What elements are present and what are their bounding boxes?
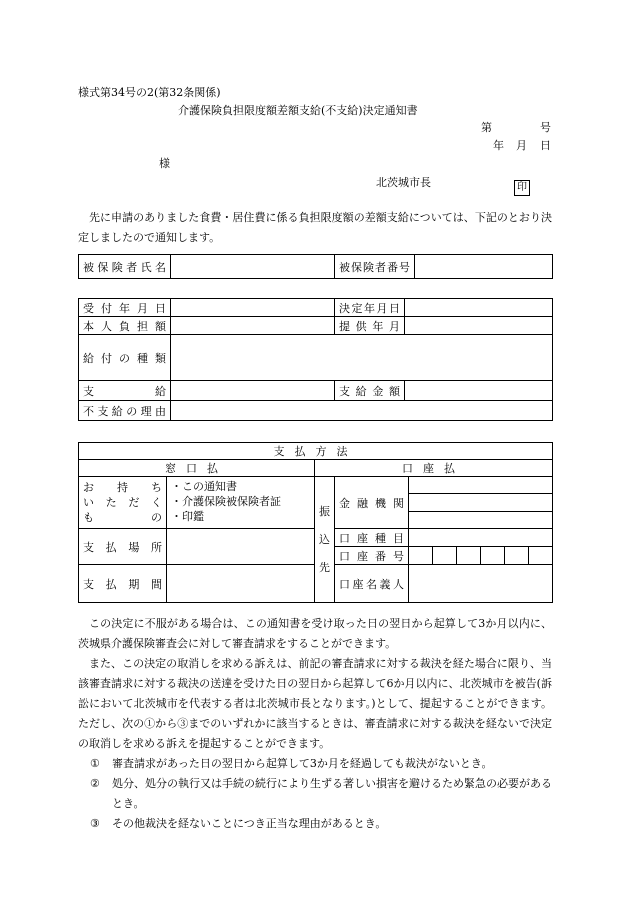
document-title: 介護保険負担限度額差額支給(不支給)決定通知書: [178, 104, 418, 117]
date-month: 月: [516, 139, 527, 152]
note-item-3: その他裁決を経ないことにつき正当な理由があるとき。: [112, 817, 387, 830]
counter-payment-header: 窓口払: [79, 460, 315, 477]
payment-method-title: 支払方法: [79, 443, 553, 460]
note-item-2: 処分、処分の執行又は手続の続行により生ずる著しい損害を避けるため緊急の必要があるとき。: [112, 777, 552, 810]
payment-label: 支給: [79, 381, 171, 401]
insured-name-value: [171, 255, 335, 279]
item-notice: ・この通知書: [171, 480, 237, 493]
insured-name-label: 被保険者氏名: [79, 255, 171, 279]
provided-ym-label: 提供年月: [335, 317, 405, 335]
form-number: 様式第34号の2(第32条関係): [78, 86, 221, 99]
note-objection: この決定に不服がある場合は、この通知書を受け取った日の翌日から起算して3か月以内に、茨城県介護保険審査会に対して審査請求をすることができます。: [78, 617, 552, 650]
date-year: 年: [493, 139, 504, 152]
payment-method-table: [78, 442, 553, 603]
rejection-reason-label: 不支給の理由: [79, 401, 171, 421]
insured-number-label: 被保険者番号: [335, 255, 415, 279]
decision-table: [78, 298, 553, 421]
intro-text: 先に申請のありました食費・居住費に係る負担限度額の差額支給については、下記のとおり決定しましたので通知します。: [78, 211, 552, 244]
benefit-type-label: 給付の種類: [79, 335, 171, 381]
payment-amount-label: 支給金額: [335, 381, 405, 401]
seal-mark: [514, 175, 530, 196]
note-item-3-mark: ③: [90, 817, 100, 830]
seal-icon: 印: [514, 180, 530, 196]
transfer-destination-label: 振 込 先: [315, 477, 335, 603]
account-number-label: 口座番号: [335, 547, 409, 565]
account-holder-label: 口座名義人: [335, 565, 409, 603]
note-item-1-mark: ①: [90, 757, 100, 770]
item-seal: ・印鑑: [171, 510, 204, 523]
insured-table: [78, 254, 553, 279]
note-item-1: 審査請求があった日の翌日から起算して3か月を経過しても裁決がないとき。: [112, 757, 493, 770]
number-go: 号: [540, 121, 551, 134]
note-item-2-mark: ②: [90, 777, 100, 790]
item-insurance-card: ・介護保険被保険者証: [171, 495, 281, 508]
date-day: 日: [540, 139, 551, 152]
self-pay-label: 本人負担額: [79, 317, 171, 335]
received-date-label: 受付年月日: [79, 299, 171, 317]
decided-date-label: 決定年月日: [335, 299, 405, 317]
account-payment-header: 口座払: [315, 460, 553, 477]
insured-number-value: [415, 255, 553, 279]
payment-place-label: 支払場所: [79, 529, 167, 565]
payment-period-label: 支払期間: [79, 565, 167, 603]
account-type-label: 口座種目: [335, 529, 409, 547]
items-to-bring-label: お持ち いただく もの: [79, 477, 167, 529]
issuer-name: 北茨城市長: [376, 176, 431, 189]
items-to-bring-list: [167, 477, 315, 529]
addressee-sama: 様: [159, 157, 170, 170]
note-lawsuit: また、この決定の取消しを求める訴えは、前記の審査請求に対する裁決を経た場合に限り、当該審査請求に対する裁決の送達を受けた日の翌日から起算して6か月以内に、北茨城市を被告(訴訟において北茨城市を代表する者は北茨城市長となります。)として、提起することができます。ただし、次の①から③までのいずれかに該当するときは、審査請求に対する裁決を経ないで決定の取消しを求める訴えを提起することができます。: [78, 657, 552, 750]
number-dai: 第: [481, 121, 492, 134]
bank-label: 金融機関: [335, 477, 409, 529]
